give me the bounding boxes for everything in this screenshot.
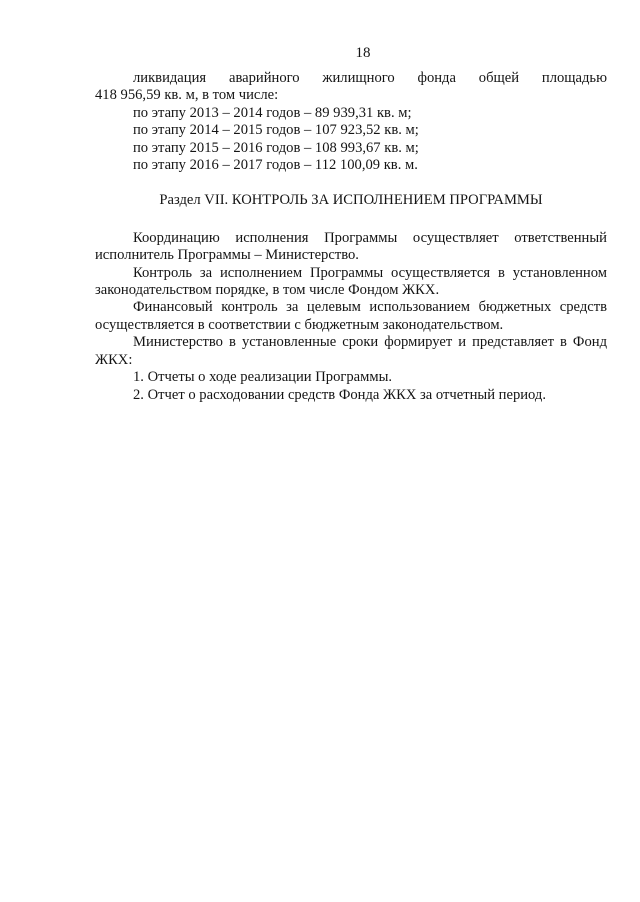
intro-line-1: ликвидация аварийного жилищного фонда общей площадью bbox=[133, 70, 607, 86]
document-body bbox=[95, 70, 607, 404]
stage-item: по этапу 2013 – 2014 годов – 89 939,31 кв. м; bbox=[133, 104, 412, 121]
paragraph: Финансовый контроль за целевым использованием бюджетных средств осуществляется в соответствии с бюджетным законодательством. bbox=[95, 299, 607, 333]
paragraph: Министерство в установленные сроки формирует и представляет в Фонд ЖКХ: bbox=[95, 334, 607, 368]
intro-line-2: 418 956,59 кв. м, в том числе: bbox=[95, 87, 279, 104]
paragraph: Контроль за исполнением Программы осуществляется в установленном законодательством порядке, в том числе Фондом ЖКХ. bbox=[95, 264, 607, 299]
stage-item: по этапу 2016 – 2017 годов – 112 100,09 кв. м. bbox=[133, 157, 418, 174]
stage-item: по этапу 2015 – 2016 годов – 108 993,67 кв. м; bbox=[133, 139, 419, 156]
page-number: 18 bbox=[355, 45, 371, 61]
paragraph: Координацию исполнения Программы осуществляет ответственный исполнитель Программы – Министерство. bbox=[95, 229, 607, 264]
stage-item: по этапу 2014 – 2015 годов – 107 923,52 кв. м; bbox=[133, 122, 419, 139]
report-item: 1. Отчеты о ходе реализации Программы. bbox=[133, 369, 393, 386]
report-item: 2. Отчет о расходовании средств Фонда ЖКХ за отчетный период. bbox=[133, 386, 546, 403]
section-title: Раздел VII. КОНТРОЛЬ ЗА ИСПОЛНЕНИЕМ ПРОГРАММЫ bbox=[159, 192, 543, 209]
